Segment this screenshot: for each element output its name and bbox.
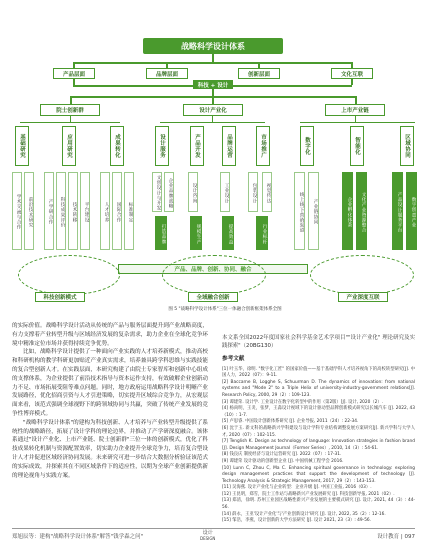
paragraph: "战略科学设计体系"的建构为科技创新、人才培养与产业转型升级提供了系统性的战略路径，拓展了设计学科的理论边界，并推动了产学研深度融合。该体系通过"设计产业化、上市产业链、院士创新群"三位一体的创新模式，优化了科技成果转化机制与资源配置效率，切实助力企业提升全球竞争力，培育复合型设计人才并促进区域经济协同发展。未来研究可进一步结合大数据分析验证该范式的实际成效，并探索其在不同区域条件下的适应性，以期为全球产业创新提供新的理论视角与实践方案。 <box>12 419 208 479</box>
leaf-cell: 平台建设 <box>80 172 90 250</box>
sub-box: 基础研究 <box>15 126 29 166</box>
references-list <box>222 367 415 525</box>
leaf-cell: 企业孵化体系 <box>342 172 353 250</box>
leaf-cell: 技术转移 <box>68 172 78 250</box>
top-box-brand: 品牌层面 <box>146 68 188 79</box>
fill-cell: 打造品牌 <box>155 216 167 250</box>
reference-item: [8] 钱良庆 制度经济与设计运营研究 [J]. 2022（07）: 17-31. <box>222 452 342 458</box>
footer-right: 设计教育 | 097 <box>377 534 415 540</box>
footer-rule <box>12 528 415 529</box>
reference-item: [15] 邹浩，李燕，设计创新的大学方法研究 [J]. 设计 2021, 23（3）: 49-56. <box>222 518 372 524</box>
sub-box: 成果转化 <box>110 126 124 166</box>
bottom-label-industry: 产业深度互联 <box>338 292 388 302</box>
fill-cell: 规模生产 <box>190 216 202 250</box>
top-box-innovation: 创新层面 <box>238 68 280 79</box>
sub-box: 应用研究 <box>62 126 76 166</box>
bottom-label-tech: 科技创新模式 <box>35 292 85 302</box>
footer-design-mark: 设计 DESIGN <box>200 530 216 541</box>
reference-item: [5] 卢思睿. 中国设计创新体系研究 [J]. 企业导报, 2011（24）: 22-34. <box>222 419 359 425</box>
reference-item: [1] 叶玉华，徐明. "数字化工匠" 的国家价值——基于基础学科人才培养视角下的高校转型研究[J]. 中国人力，2022（07）：9-11. <box>222 366 415 379</box>
paragraph: 的实际价值。战略科学设计活动从传统的产品与服务层面提升到产业战略高度，有力支撑着产业转型升级与区域经济发展的复杂需求，助力企业在全球化竞争环境中精准定位市场并获得持续竞争优势。 <box>12 323 208 347</box>
branch-listed-chain: 上市产业链 <box>325 104 385 116</box>
reference-item: [12] 王昆明，郑雪，院士工作站与战略新兴产业发展研究 [J]. 科技创新导报, 2021（02）. <box>222 491 395 497</box>
leaf-cell: 工业设计 <box>220 172 230 212</box>
reference-item: [9] 谭建荣 设计驱动的创新型企业 [J]. 中国机械工程学会 2016. <box>222 458 344 464</box>
footer-left: 郑旭辰等：建构"战略科学设计体系"解答"钱学森之问" <box>12 534 144 540</box>
sub-box: 智能化 <box>350 126 364 166</box>
leaf-cell: 包装设计 <box>248 172 258 212</box>
reference-item: [11] 吴海燕. 设计产业化与企业转型：企业升级 [J]. 中国工业报, 2016（03）. <box>222 485 372 491</box>
sub-box: 数字化 <box>300 126 314 166</box>
fill-cell: 行业标杆 <box>256 216 268 250</box>
top-box-product: 产品层面 <box>53 68 95 79</box>
figure-title: 战略科学设计体系 <box>143 38 283 54</box>
reference-item: [7] Tenglish K. Design as technology of language: Innovation strategies in fashion brand [J]. Design Management Journal（Former Series）, 2010, 14（3）: 54-61. <box>222 439 415 451</box>
leaf-cell: 前沿技术研究 <box>24 172 34 250</box>
branch-industrialization: 设计产业化 <box>183 104 243 116</box>
leaf-cell: 产品设计服务平台 <box>392 172 403 250</box>
paragraph: 比如，战略科学设计提供了一种面向产业实践的人才培养新模式，推动高校和科研机构的教学科研更加贴近产业真实需求，培养兼具跨学科思维与实践技能的复合型创新人才。在实践层面，本研究构建了由院士专家智库和创新中心组成的支撑体系，为企业提供了前沿技术指导与资本运作支持，有效破解企业创新动力不足、市场拓展受阻等难点问题。同时，地方政府运用战略科学设计明晰产业发展路径，优化招商引资与人才引进策略，切实提升区域综合竞争力，从宏观层面来看，该范式强调全球视野下的跨领域协同与共赢，突破了传统产业发展的竞争性博弈模式。 <box>12 349 208 417</box>
leaf-cell: 企业品牌战略 <box>164 172 174 212</box>
leaf-cell: 产业链协同 <box>308 172 319 250</box>
leaf-cell: 产学研合作 <box>44 172 54 250</box>
leaf-cell: 设计咨询 <box>188 172 198 212</box>
bottom-bar: 产品、品牌、创新、协同、融合 <box>118 264 308 274</box>
reference-item: [3] 谭建荣. 设计学. 工业设计在数字化转型中的作用（第2版）[J]. 设计, 2020（2）. <box>222 399 384 405</box>
sub-box: 品牌运营 <box>222 126 236 166</box>
sub-box: 区域协同 <box>400 126 414 166</box>
sub-box: 产品开发 <box>190 126 204 166</box>
reference-item: [2] Baccarne B, Logghe S, Schuurman D. The dynamics of innovation: from national systems and "Mode 2" to a Triple Helix of university-industry-government relations[J]. Research Policy, 2000, 29（2）: 109-123. <box>222 379 415 398</box>
right-column <box>222 334 415 525</box>
sub-box: 设计服务 <box>155 126 169 166</box>
center-label: 科技 + 设计 <box>193 80 233 89</box>
leaf-cell: 人才培养 <box>100 172 110 250</box>
leaf-cell: 学术交流与合作 <box>12 172 22 250</box>
reference-item: [14] 薛永，王亚'设计产业化'与'产业创新设计'研究 [J]. 设计, 2022, 35（2）: 12-16. <box>222 511 386 517</box>
leaf-cell: 标准制定 <box>124 172 134 250</box>
fill-cell: 提高效益 <box>222 216 234 250</box>
reference-item: [6] 沈于玉. 新文科的战略新兴学科建设与设计学科专业结构调整发展方案研究[J]. 新兴学科与大学人才, 2020（07）: 102-115. <box>222 425 415 438</box>
top-box-culture: 文化互联 <box>331 68 373 79</box>
branch-academician: 院士创新群 <box>40 104 100 116</box>
left-column <box>12 322 208 480</box>
reference-item: [4] 杨尚明，王炎，张梦，王淼设计视域下的设计驱动型品牌创新模式研究以长城汽车 [J]. 2022, 43（10）: 1-7. <box>222 406 415 418</box>
references-title: 参考文献 <box>222 355 245 362</box>
bottom-label-fusion: 全域融合创新 <box>188 292 238 302</box>
reference-item: [10] Lunn C, Zhou C, Ma C. Enhancing spiritual governance in technology: exploring design management practices that support the development of technology [J]. Technology Analysis & Strategic Management, 2017, 29（2）: 143-153. <box>222 465 415 484</box>
leaf-cell: 文创设计与开发 <box>152 172 162 212</box>
leaf-cell: 数字创意产业 <box>406 172 417 250</box>
leaf-cell: 科技成果评价 <box>56 172 66 250</box>
leaf-cell: 视觉传达 <box>262 172 272 212</box>
leaf-cell: 国际合作 <box>112 172 122 250</box>
leaf-cell: 文化产业资源整合 <box>356 172 367 250</box>
fund-note: 本文系全国2022年度国家社会科学基金艺术学项目""设计产业化" 理论研究及实践探索"（20BG130） <box>222 335 415 350</box>
sub-box: 市场推广 <box>256 126 270 166</box>
reference-item: [13] 郑清，徐明. 苏州工业园区战略性新兴产业发展的主要模式研究 [J]. 设计, 2021, 44（3）: 44-56. <box>222 498 415 511</box>
leaf-cell: 线上线下营销渠道 <box>294 172 305 250</box>
figure-caption: 图 5 "战略科学设计体系"三位一体融合创新框架体系全图 <box>168 307 282 312</box>
